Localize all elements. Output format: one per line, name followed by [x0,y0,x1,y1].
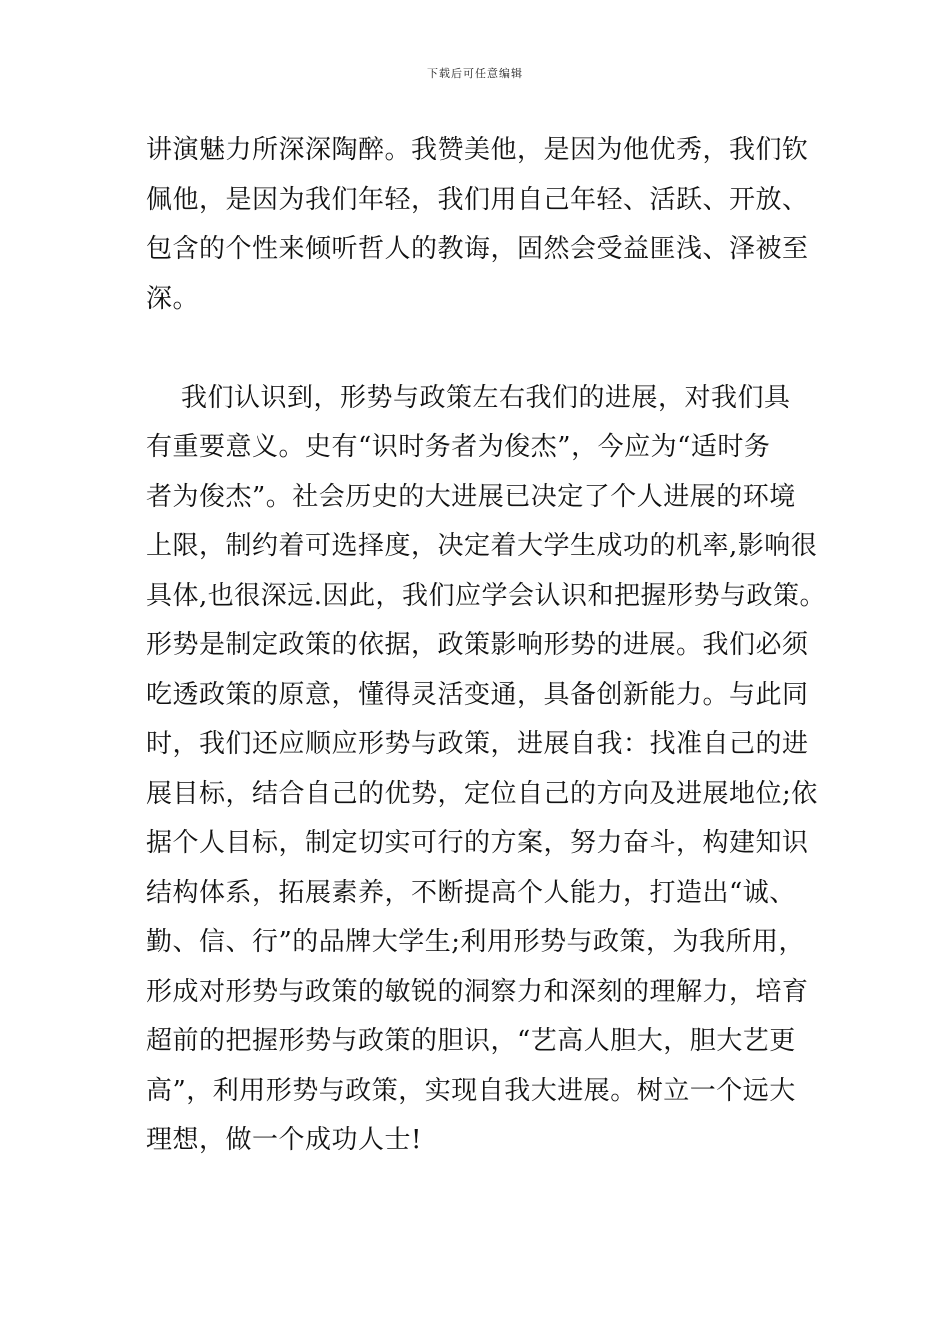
text-line: 我们认识到，形势与政策左右我们的进展，对我们具 [146,382,791,413]
text-line: 上限，制约着可选择度，决定着大学生成功的机率,影响很 [146,531,818,561]
text-line: 深。 [146,283,200,314]
text-line: 包含的个性来倾听哲人的教诲，固然会受益匪浅、泽被至 [146,234,809,264]
text-line: 高”，利用形势与政策，实现自我大进展。树立一个远大 [146,1075,796,1106]
text-line: 吃透政策的原意，懂得灵活变通，具备创新能力。与此同 [146,679,809,710]
paragraph-gap [146,324,816,374]
text-line: 展目标，结合自己的优势，定位自己的方向及进展地位;依 [146,778,818,809]
text-line: 讲演魅力所深深陶醉。我赞美他，是因为他优秀，我们钦 [146,135,809,165]
text-line: 理想，做一个成功人士! [146,1125,422,1155]
text-line: 超前的把握形势与政策的胆识，“艺高人胆大，胆大艺更 [146,1026,796,1056]
text-line: 结构体系，拓展素养，不断提高个人能力，打造出“诚、 [146,877,796,908]
text-line: 具体,也很深远.因此，我们应学会认识和把握形势与政策。 [146,580,827,611]
document-body [146,126,827,1166]
text-line: 时，我们还应顺应形势与政策，进展自我：找准自己的进 [146,729,809,759]
text-line: 形成对形势与政策的敏锐的洞察力和深刻的理解力，培育 [146,976,809,1007]
header-note: 下载后可任意编辑 [427,67,523,80]
paragraph-2 [146,374,827,1166]
text-line: 者为俊杰”。社会历史的大进展已决定了个人进展的环境 [146,481,796,512]
text-line: 形势是制定政策的依据，政策影响形势的进展。我们必须 [146,630,809,660]
text-line: 佩他，是因为我们年轻，我们用自己年轻、活跃、开放、 [146,184,809,215]
text-line: 勤、信、行”的品牌大学生;利用形势与政策，为我所用， [146,927,806,957]
text-line: 有重要意义。史有“识时务者为俊杰”，今应为“适时务 [146,432,771,462]
paragraph-1 [146,126,816,324]
text-line: 据个人目标，制定切实可行的方案，努力奋斗，构建知识 [146,828,809,858]
